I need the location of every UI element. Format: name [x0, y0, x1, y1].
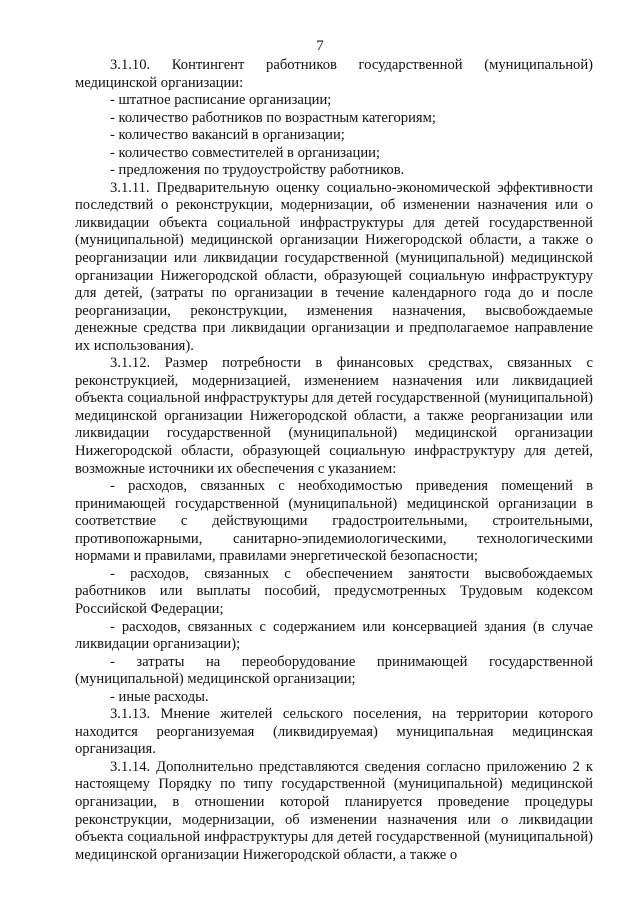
- document-body: [75, 57, 593, 864]
- list-item-reequipment-costs: - затраты на переоборудование принимающей государственной (муниципальной) медицинской организации;: [75, 653, 593, 688]
- paragraph-3-1-14: 3.1.14. Дополнительно представляются сведения согласно приложению 2 к настоящему Порядку по типу государственной (муниципальной) медицинской организации, в отношении которой планируется проведение процедуры реконструкции, модернизации, об изменении назначения или о ликвидации объекта социальной инфраструктуры для детей государственной (муниципальной) медицинской организации Нижегородской области, а также о: [75, 758, 593, 863]
- list-item-staff-schedule: - штатное расписание организации;: [110, 92, 332, 109]
- list-item-employment-costs: - расходов, связанных с обеспечением занятости высвобождаемых работников или выплаты пособий, предусмотренных Трудовым кодексом Российской Федерации;: [75, 565, 593, 617]
- paragraph-3-1-11: 3.1.11. Предварительную оценку социально-экономической эффективности последствий о реконструкции, модернизации, об изменении назначения или о ликвидации объекта социальной инфраструктуры для детей государственной (муниципальной) медицинской организации Нижегородской области, а также о реорганизации или ликвидации государственной (муниципальной) медицинской организации Нижегородской области, образующей социальную инфраструктуру для детей, (затраты по организации в течение календарного года до и после реорганизации, реконструкции, изменения назначения, высвобождаемые денежные средства при ликвидации организации и предполагаемое направление их использования).: [75, 179, 593, 354]
- page-number: 7: [316, 38, 324, 54]
- list-item-premises-costs: - расходов, связанных с необходимостью приведения помещений в принимающей государственной (муниципальной) медицинской организации в соответствие с действующими градостроительными, строительными, противопожарными, санитарно-эпидемиологическими, технологическими нормами и правилами, правилами энергетической безопасности;: [75, 478, 593, 565]
- paragraph-3-1-12: 3.1.12. Размер потребности в финансовых средствах, связанных с реконструкцией, модернизацией, изменением назначения или ликвидацией объекта социальной инфраструктуры для детей государственной (муниципальной) медицинской организации Нижегородской области, а также реорганизации или ликвидации государственной (муниципальной) медицинской организации Нижегородской области, образующей социальную инфраструктуру для детей, возможные источники их обеспечения с указанием:: [75, 355, 593, 477]
- list-item-part-timers: - количество совместителей в организации;: [110, 144, 380, 161]
- list-item-other-costs: - иные расходы.: [110, 688, 209, 705]
- list-item-age-categories: - количество работников по возрастным категориям;: [110, 109, 436, 126]
- paragraph-3-1-13: 3.1.13. Мнение жителей сельского поселения, на территории которого находится реорганизуемая (ликвидируемая) муниципальная медицинская организация.: [75, 706, 593, 758]
- paragraph-3-1-10: 3.1.10. Контингент работников государственной (муниципальной) медицинской организации:: [75, 57, 593, 91]
- list-item-employment-proposals: - предложения по трудоустройству работников.: [110, 162, 405, 179]
- list-item-building-maintenance-costs: - расходов, связанных с содержанием или консервацией здания (в случае ликвидации организации);: [75, 618, 593, 653]
- list-item-vacancies: - количество вакансий в организации;: [110, 127, 345, 144]
